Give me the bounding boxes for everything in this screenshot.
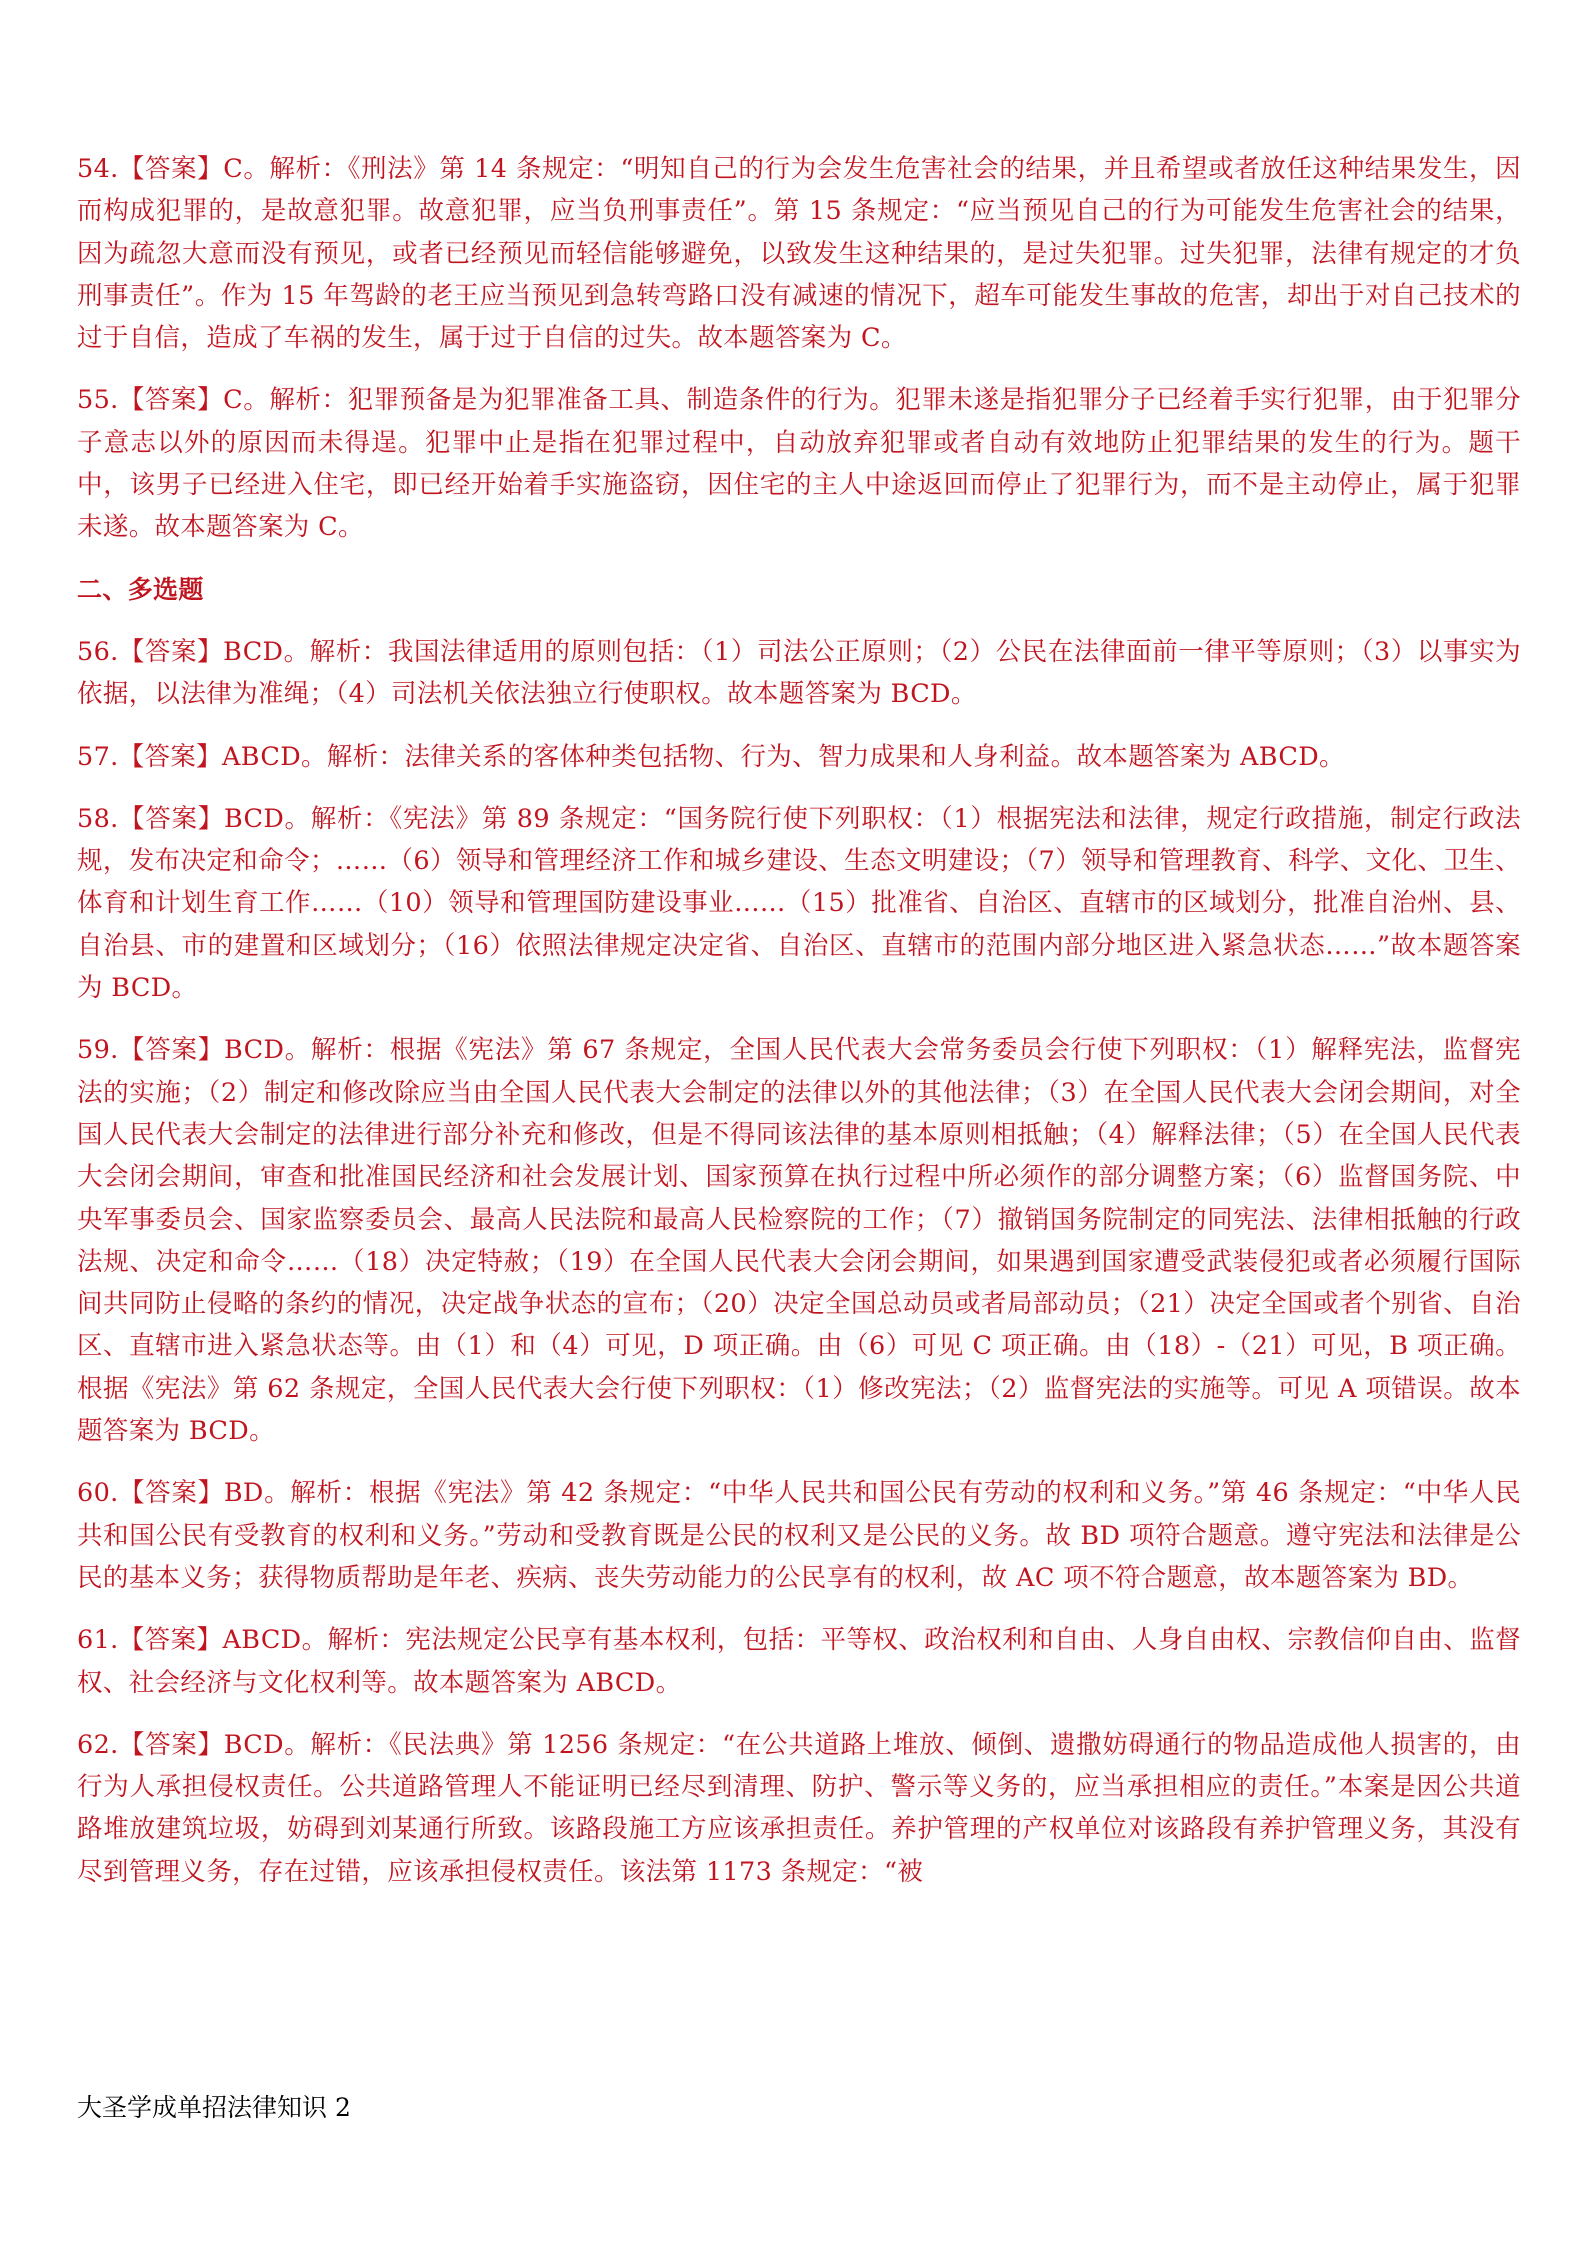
answer-paragraph-59: 59.【答案】BCD。解析：根据《宪法》第 67 条规定，全国人民代表大会常务委员会行使下列职权：（1）解释宪法，监督宪法的实施；（2）制定和修改除应当由全国人民代表大会制定的法律以外的其他法律；（3）在全国人民代表大会闭会期间，对全国人民代表大会制定的法律进行部分补充和修改，但是不得同该法律的基本原则相抵触；（4）解释法律；（5）在全国人民代表大会闭会期间，审查和批准国民经济和社会发展计划、国家预算在执行过程中所必须作的部分调整方案；（6）监督国务院、中央军事委员会、国家监察委员会、最高人民法院和最高人民检察院的工作；（7）撤销国务院制定的同宪法、法律相抵触的行政法规、决定和命令……（18）决定特赦；（19）在全国人民代表大会闭会期间，如果遇到国家遭受武装侵犯或者必须履行国际间共同防止侵略的条约的情况，决定战争状态的宣布；（20）决定全国总动员或者局部动员；（21）决定全国或者个别省、自治区、直辖市进入紧急状态等。由（1）和（4）可见，D 项正确。由（6）可见 C 项正确。由（18）-（21）可见，B 项正确。根据《宪法》第 62 条规定，全国人民代表大会行使下列职权：（1）修改宪法；（2）监督宪法的实施等。可见 A 项错误。故本题答案为 BCD。 xyxy=(77,1035,1521,1447)
section-heading: 二、多选题 xyxy=(77,574,204,604)
page-footer: 大圣学成单招法律知识 2 xyxy=(77,2093,351,2122)
answer-paragraph-56: 56.【答案】BCD。解析：我国法律适用的原则包括：（1）司法公正原则；（2）公民在法律面前一律平等原则；（3）以事实为依据，以法律为准绳；（4）司法机关依法独立行使职权。故本题答案为 BCD。 xyxy=(77,636,1521,710)
answer-paragraph-62: 62.【答案】BCD。解析：《民法典》第 1256 条规定：“在公共道路上堆放、倾倒、遗撒妨碍通行的物品造成他人损害的，由行为人承担侵权责任。公共道路管理人不能证明已经尽到清理、防护、警示等义务的，应当承担相应的责任。”本案是因公共道路堆放建筑垃圾，妨碍到刘某通行所致。该路段施工方应该承担责任。养护管理的产权单位对该路段有养护管理义务，其没有尽到管理义务，存在过错，应该承担侵权责任。该法第 1173 条规定：“被 xyxy=(77,1729,1521,1887)
answer-paragraph-60: 60.【答案】BD。解析：根据《宪法》第 42 条规定：“中华人民共和国公民有劳动的权利和义务。”第 46 条规定：“中华人民共和国公民有受教育的权利和义务。”劳动和受教育既是公民的权利又是公民的义务。故 BD 项符合题意。遵守宪法和法律是公民的基本义务；获得物质帮助是年老、疾病、丧失劳动能力的公民享有的权利，故 AC 项不符合题意，故本题答案为 BD。 xyxy=(77,1478,1521,1593)
page-content xyxy=(77,148,1521,1913)
answer-paragraph-55: 55.【答案】C。解析：犯罪预备是为犯罪准备工具、制造条件的行为。犯罪未遂是指犯罪分子已经着手实行犯罪，由于犯罪分子意志以外的原因而未得逞。犯罪中止是指在犯罪过程中，自动放弃犯罪或者自动有效地防止犯罪结果的发生的行为。题干中，该男子已经进入住宅，即已经开始着手实施盗窃，因住宅的主人中途返回而停止了犯罪行为，而不是主动停止，属于犯罪未遂。故本题答案为 C。 xyxy=(77,385,1521,543)
answer-paragraph-58: 58.【答案】BCD。解析：《宪法》第 89 条规定：“国务院行使下列职权：（1）根据宪法和法律，规定行政措施，制定行政法规，发布决定和命令；……（6）领导和管理经济工作和城乡建设、生态文明建设；（7）领导和管理教育、科学、文化、卫生、体育和计划生育工作……（10）领导和管理国防建设事业……（15）批准省、自治区、直辖市的区域划分，批准自治州、县、自治县、市的建置和区域划分；（16）依照法律规定决定省、自治区、直辖市的范围内部分地区进入紧急状态……”故本题答案为 BCD。 xyxy=(77,803,1521,1004)
answer-paragraph-57: 57.【答案】ABCD。解析：法律关系的客体种类包括物、行为、智力成果和人身利益。故本题答案为 ABCD。 xyxy=(77,741,1345,772)
answer-paragraph-54: 54.【答案】C。解析：《刑法》第 14 条规定：“明知自己的行为会发生危害社会的结果，并且希望或者放任这种结果发生，因而构成犯罪的，是故意犯罪。故意犯罪，应当负刑事责任”。第 15 条规定：“应当预见自己的行为可能发生危害社会的结果，因为疏忽大意而没有预见，或者已经预见而轻信能够避免，以致发生这种结果的，是过失犯罪。过失犯罪，法律有规定的才负刑事责任”。作为 15 年驾龄的老王应当预见到急转弯路口没有减速的情况下，超车可能发生事故的危害，却出于对自己技术的过于自信，造成了车祸的发生，属于过于自信的过失。故本题答案为 C。 xyxy=(77,154,1521,354)
answer-paragraph-61: 61.【答案】ABCD。解析：宪法规定公民享有基本权利，包括：平等权、政治权利和自由、人身自由权、宗教信仰自由、监督权、社会经济与文化权利等。故本题答案为 ABCD。 xyxy=(77,1625,1521,1698)
